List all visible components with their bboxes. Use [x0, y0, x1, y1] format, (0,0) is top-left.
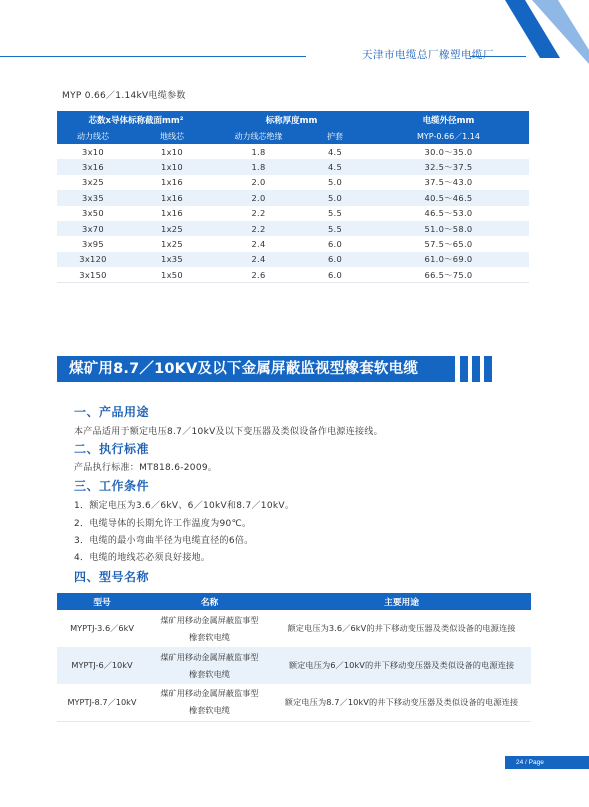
- table-row: [57, 236, 529, 251]
- table-cell: 46.5～53.0: [368, 206, 529, 221]
- heading-standard: 二、执行标准: [74, 442, 150, 456]
- header-conductor: 芯数x导体标称截面mm²: [57, 111, 215, 129]
- table-cell: 3x16: [57, 159, 129, 174]
- table-cell: 3x150: [57, 267, 129, 282]
- table-cell: 2.4: [215, 236, 302, 251]
- table-row: [57, 647, 531, 684]
- model-cell: MYPTJ-6／10kV: [57, 647, 147, 684]
- table-cell: 3x10: [57, 144, 129, 159]
- use-cell: 额定电压为3.6／6kV的井下移动变压器及类似设备的电源连接: [272, 610, 531, 647]
- table-cell: 57.5～65.0: [368, 236, 529, 251]
- table-cell: 2.2: [215, 221, 302, 236]
- condition-item: 2．电缆导体的长期允许工作温度为90℃。: [74, 519, 252, 529]
- usage-text: 本产品适用于额定电压8.7／10kV及以下变压器及类似设备作电源连接线。: [74, 427, 383, 437]
- table-cell: 2.6: [215, 267, 302, 282]
- table-cell: 1x10: [129, 144, 215, 159]
- table-cell: 1.8: [215, 144, 302, 159]
- table-row: [57, 206, 529, 221]
- table-row: [57, 267, 529, 282]
- table-cell: 2.2: [215, 206, 302, 221]
- subheader-insulation: 动力线芯绝缘: [215, 129, 302, 144]
- table-cell: 3x70: [57, 221, 129, 236]
- table-cell: 1x10: [129, 159, 215, 174]
- standard-text: 产品执行标准：MT818.6-2009。: [74, 463, 218, 473]
- heading-usage: 一、产品用途: [74, 405, 150, 419]
- table-cell: 2.4: [215, 252, 302, 267]
- table-cell: 4.5: [302, 144, 368, 159]
- table-cell: 1x16: [129, 190, 215, 205]
- page-number: 24 / Page: [505, 756, 589, 769]
- section-banner: 煤矿用8.7／10KV及以下金属屏蔽监视型橡套软电缆: [57, 356, 455, 382]
- name-line: 橡套软电缆: [189, 668, 230, 679]
- condition-item: 4．电缆的地线芯必须良好接地。: [74, 553, 211, 563]
- header-thickness: 标称厚度mm: [215, 111, 368, 129]
- table-cell: 3x35: [57, 190, 129, 205]
- table-cell: 3x50: [57, 206, 129, 221]
- header-use: 主要用途: [272, 593, 531, 610]
- table-cell: 5.5: [302, 206, 368, 221]
- table-cell: 1.8: [215, 159, 302, 174]
- name-cell: [147, 610, 272, 647]
- condition-item: 1．额定电压为3.6／6kV、6／10kV和8.7／10kV。: [74, 501, 295, 511]
- table-cell: 4.5: [302, 159, 368, 174]
- table-cell: 3x25: [57, 175, 129, 190]
- subheader-power-core: 动力线芯: [57, 129, 129, 144]
- table-cell: 2.0: [215, 190, 302, 205]
- table-cell: 40.5～46.5: [368, 190, 529, 205]
- table-cell: 1x25: [129, 236, 215, 251]
- table-row: [57, 144, 529, 159]
- name-line: 煤矿用移动金属屏蔽监事型: [160, 614, 259, 625]
- table-cell: 5.0: [302, 175, 368, 190]
- table-cell: 1x50: [129, 267, 215, 282]
- heading-conditions: 三、工作条件: [74, 479, 150, 493]
- spec-table-caption: MYP 0.66／1.14kV电缆参数: [62, 91, 186, 101]
- banner-bars-decoration: [460, 356, 492, 382]
- name-cell: [147, 684, 272, 721]
- table-row: [57, 175, 529, 190]
- table-cell: 1x16: [129, 175, 215, 190]
- subheader-ground-core: 地线芯: [129, 129, 215, 144]
- table-cell: 3x95: [57, 236, 129, 251]
- table-row: [57, 252, 529, 267]
- name-line: 煤矿用移动金属屏蔽监事型: [160, 688, 259, 699]
- spec-table: [57, 111, 529, 283]
- header-name: 名称: [147, 593, 272, 610]
- table-row: [57, 159, 529, 174]
- table-cell: 37.5～43.0: [368, 175, 529, 190]
- model-cell: MYPTJ-8.7／10kV: [57, 684, 147, 721]
- table-cell: 1x16: [129, 206, 215, 221]
- table-cell: 6.0: [302, 236, 368, 251]
- table-cell: 3x120: [57, 252, 129, 267]
- table-cell: 5.5: [302, 221, 368, 236]
- name-cell: [147, 647, 272, 684]
- table-cell: 66.5～75.0: [368, 267, 529, 282]
- table-row: [57, 221, 529, 236]
- name-line: 橡套软电缆: [189, 705, 230, 716]
- table-cell: 1x35: [129, 252, 215, 267]
- table-row: [57, 684, 531, 721]
- use-cell: 额定电压为6／10kV的井下移动变压器及类似设备的电源连接: [272, 647, 531, 684]
- table-row: [57, 190, 529, 205]
- table-cell: 6.0: [302, 267, 368, 282]
- name-line: 煤矿用移动金属屏蔽监事型: [160, 651, 259, 662]
- model-cell: MYPTJ-3.6／6kV: [57, 610, 147, 647]
- subheader-model: MYP-0.66／1.14: [368, 129, 529, 144]
- table-cell: 5.0: [302, 190, 368, 205]
- model-table: [57, 593, 531, 722]
- use-cell: 额定电压为8.7／10kV的井下移动变压器及类似设备的电源连接: [272, 684, 531, 721]
- table-cell: 30.0～35.0: [368, 144, 529, 159]
- header-model: 型号: [57, 593, 147, 610]
- table-cell: 1x25: [129, 221, 215, 236]
- table-cell: 32.5～37.5: [368, 159, 529, 174]
- table-row: [57, 610, 531, 647]
- condition-item: 3．电缆的最小弯曲半径为电缆直径的6倍。: [74, 536, 254, 546]
- company-name: 天津市电缆总厂橡塑电缆厂: [362, 49, 494, 61]
- table-cell: 6.0: [302, 252, 368, 267]
- table-cell: 61.0～69.0: [368, 252, 529, 267]
- name-line: 橡套软电缆: [189, 631, 230, 642]
- table-cell: 2.0: [215, 175, 302, 190]
- subheader-sheath: 护套: [302, 129, 368, 144]
- table-cell: 51.0～58.0: [368, 221, 529, 236]
- heading-models: 四、型号名称: [74, 570, 150, 584]
- header-diameter: 电缆外径mm: [368, 111, 529, 129]
